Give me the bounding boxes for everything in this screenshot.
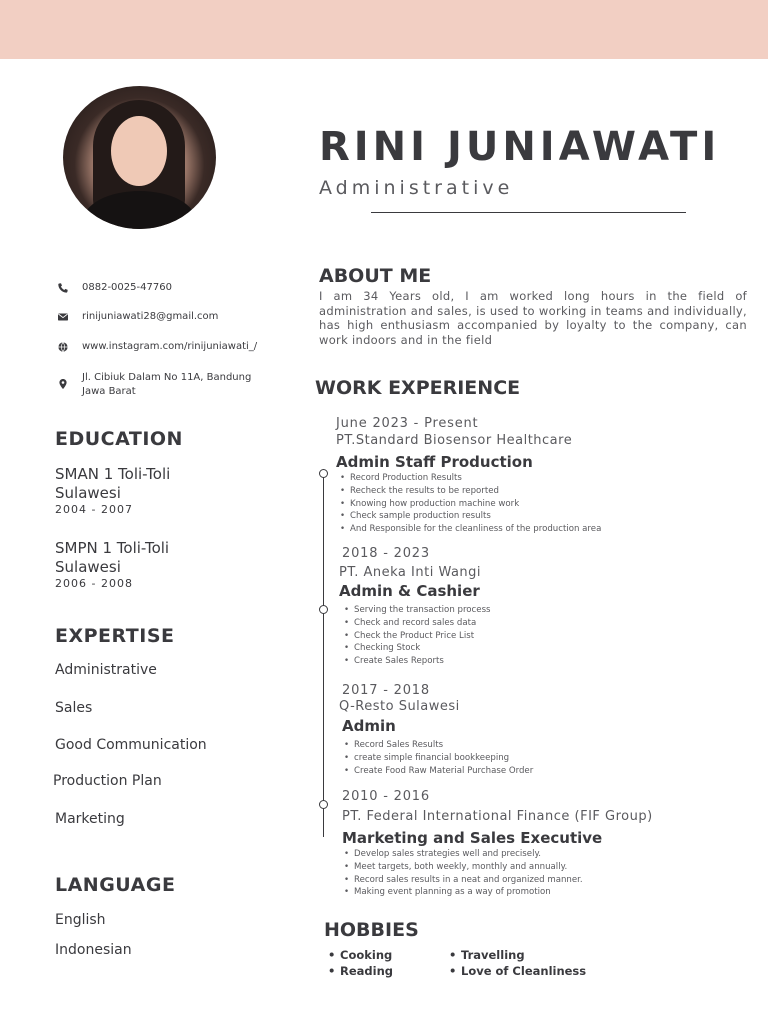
job-title: Marketing and Sales Executive <box>342 829 603 847</box>
duty-item: • Record Production Results <box>336 472 601 485</box>
language-item: English <box>55 912 106 928</box>
expertise-item: Administrative <box>55 662 157 678</box>
about-text: I am 34 Years old, I am worked long hours in the field of administration and sales, is used to working in teams and individually, has high enthusiasm accompanied by loyalty to the company, can work indoors and in the field <box>319 289 747 347</box>
photo-face <box>111 116 167 186</box>
expertise-item: Marketing <box>55 811 125 827</box>
education-school-2: SMPN 1 Toli-Toli Sulawesi <box>55 539 170 576</box>
duty-item: • Knowing how production machine work <box>336 498 601 511</box>
duty-item: • Check sample production results <box>336 510 601 523</box>
job-company: Q-Resto Sulawesi <box>339 699 460 714</box>
mail-icon <box>57 311 69 323</box>
duty-item: • Check the Product Price List <box>340 630 491 643</box>
timeline-line <box>323 472 324 837</box>
job-duties <box>340 848 583 899</box>
duty-item: • Check and record sales data <box>340 617 491 630</box>
phone-icon <box>57 282 69 294</box>
hobby-item: • Cooking <box>326 948 392 962</box>
education-years-1: 2004 - 2007 <box>55 503 133 516</box>
timeline-dot <box>319 605 328 614</box>
hobby-item: • Travelling <box>447 948 525 962</box>
expertise-item: Good Communication <box>55 737 207 753</box>
duty-item: • Making event planning as a way of promotion <box>340 886 583 899</box>
top-accent-bar <box>0 0 768 59</box>
expertise-item: Sales <box>55 700 93 716</box>
job-title: Admin Staff Production <box>336 453 533 471</box>
duty-item: • And Responsible for the cleanliness of the production area <box>336 523 601 536</box>
duty-item: • Recheck the results to be reported <box>336 485 601 498</box>
experience-heading: WORK EXPERIENCE <box>315 377 521 399</box>
timeline-dot <box>319 800 328 809</box>
job-period: 2010 - 2016 <box>342 789 430 804</box>
header-divider <box>371 212 686 213</box>
job-title: Admin <box>342 717 396 735</box>
candidate-role: Administrative <box>319 177 514 199</box>
expertise-item: Production Plan <box>53 773 162 789</box>
language-heading: LANGUAGE <box>55 874 176 896</box>
job-period: 2018 - 2023 <box>342 546 430 561</box>
phone-text: 0882-0025-47760 <box>82 282 172 293</box>
education-heading: EDUCATION <box>55 428 183 450</box>
hobby-item: • Love of Cleanliness <box>447 964 586 978</box>
education-school-1: SMAN 1 Toli-Toli Sulawesi <box>55 465 171 502</box>
duty-item: • Develop sales strategies well and precisely. <box>340 848 583 861</box>
duty-item: • Serving the transaction process <box>340 604 491 617</box>
timeline-dot <box>319 469 328 478</box>
job-duties <box>340 739 533 777</box>
job-title: Admin & Cashier <box>339 582 480 600</box>
about-heading: ABOUT ME <box>319 265 432 287</box>
globe-icon <box>57 341 69 353</box>
profile-photo <box>63 86 216 229</box>
job-duties <box>336 472 601 536</box>
duty-item: • Record Sales Results <box>340 739 533 752</box>
duty-item: • Create Sales Reports <box>340 655 491 668</box>
email-text[interactable]: rinijuniawati28@gmail.com <box>82 311 219 322</box>
expertise-heading: EXPERTISE <box>55 625 175 647</box>
duty-item: • Record sales results in a neat and organized manner. <box>340 874 583 887</box>
language-item: Indonesian <box>55 942 132 958</box>
duty-item: • create simple financial bookkeeping <box>340 752 533 765</box>
job-duties <box>340 604 491 668</box>
job-company: PT. Federal International Finance (FIF Group) <box>342 809 653 824</box>
hobbies-heading: HOBBIES <box>324 919 419 941</box>
education-years-2: 2006 - 2008 <box>55 577 133 590</box>
duty-item: • Create Food Raw Material Purchase Order <box>340 765 533 778</box>
duty-item: • Meet targets, both weekly, monthly and annually. <box>340 861 583 874</box>
address-line-2: Jawa Barat <box>82 386 136 397</box>
hobby-item: • Reading <box>326 964 393 978</box>
candidate-name: RINI JUNIAWATI <box>319 124 721 170</box>
address-line-1: Jl. Cibiuk Dalam No 11A, Bandung <box>82 372 252 383</box>
location-pin-icon <box>57 378 69 390</box>
job-period: June 2023 - Present <box>336 416 479 431</box>
job-company: PT. Aneka Inti Wangi <box>339 565 482 580</box>
website-text[interactable]: www.instagram.com/rinijuniawati_/ <box>82 341 258 352</box>
duty-item: • Checking Stock <box>340 642 491 655</box>
job-period: 2017 - 2018 <box>342 683 430 698</box>
job-company: PT.Standard Biosensor Healthcare <box>336 433 573 448</box>
